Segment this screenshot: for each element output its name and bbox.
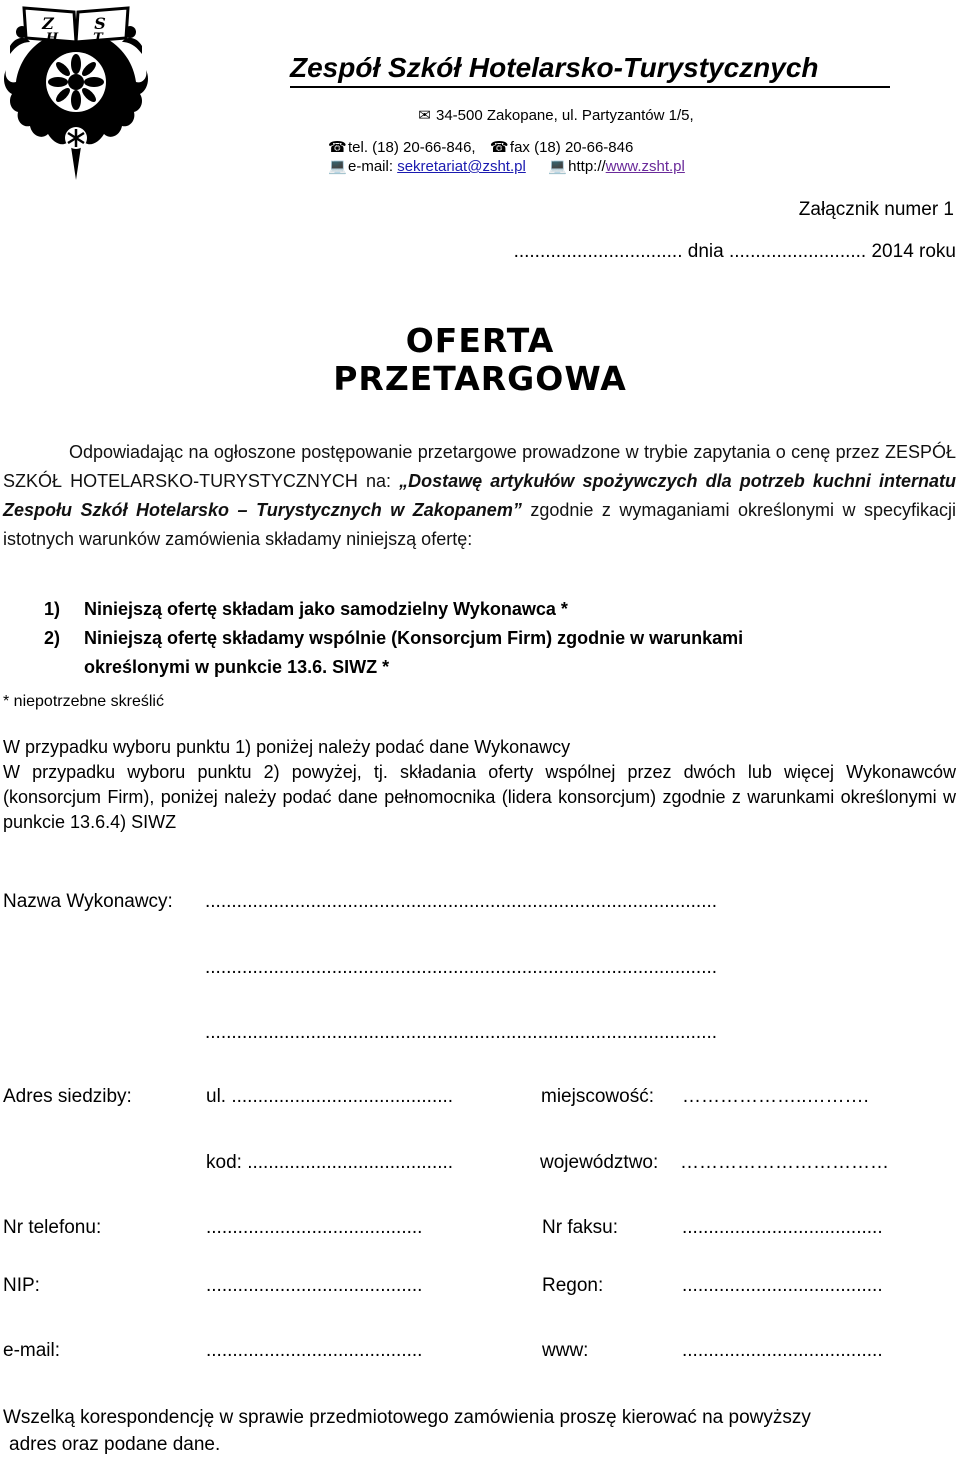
email-field[interactable]: ......................................... — [206, 1340, 423, 1361]
instruction-line-1: W przypadku wyboru punktu 1) poniżej należy podać dane Wykonawcy — [3, 737, 571, 757]
svg-text:H: H — [45, 31, 59, 46]
svg-text:T: T — [93, 31, 103, 46]
offer-options — [44, 595, 944, 682]
www-field[interactable]: ...................................... — [682, 1340, 883, 1361]
email-link[interactable]: sekretariat@zsht.pl — [397, 158, 526, 175]
title-line-2: PRZETARGOWA — [333, 359, 627, 398]
regon-label: Regon: — [542, 1275, 604, 1296]
phone-line: ☎tel. (18) 20-66-846, ☎fax (18) 20-66-846 — [328, 139, 634, 156]
svg-text:S: S — [94, 14, 106, 33]
www-label: www: — [542, 1340, 589, 1361]
instructions — [3, 735, 956, 835]
nip-field[interactable]: ......................................... — [206, 1275, 423, 1296]
fax-field[interactable]: ...................................... — [682, 1217, 883, 1238]
name-field-line-3[interactable]: ................................................................................................. — [205, 1022, 718, 1043]
date-line: ................................ dnia .......................... 2014 roku — [513, 241, 956, 262]
footnote: * niepotrzebne skreślić — [3, 693, 164, 710]
address-line: ✉ 34-500 Zakopane, ul. Partyzantów 1/5, — [416, 106, 694, 124]
order-subject: „Dostawę artykułów spożywczych dla potrzeb kuchni internatu Zespołu Szkół Hotelarsko – Turystycznych w Zakopanem” — [3, 471, 956, 520]
fax-label: Nr faksu: — [542, 1217, 619, 1238]
document-title — [0, 322, 960, 398]
option-item-continuation: określonymi w punkcie 13.6. SIWZ * — [84, 657, 390, 677]
zip-field[interactable]: kod: ....................................... — [206, 1152, 454, 1173]
attachment-label: Załącznik numer 1 — [798, 199, 954, 220]
option-item: 2) Niniejszą ofertę składamy wspólnie (Konsorcjum Firm) zgodnie w warunkami — [44, 628, 744, 648]
website-link[interactable]: www.zsht.pl — [605, 158, 685, 175]
closing-line-2: adres oraz podane dane. — [9, 1434, 221, 1455]
name-label: Nazwa Wykonawcy: — [3, 891, 173, 912]
street-field[interactable]: ul. .......................................... — [206, 1086, 454, 1107]
region-label: województwo: — [540, 1152, 659, 1173]
computer-icon: 💻 — [548, 158, 567, 175]
address-label: Adres siedziby: — [3, 1086, 132, 1107]
computer-icon: 💻 — [328, 158, 347, 175]
region-field[interactable]: …………………………… — [680, 1152, 889, 1173]
regon-field[interactable]: ...................................... — [682, 1275, 883, 1296]
nip-label: NIP: — [3, 1275, 40, 1296]
email-label: e-mail: — [3, 1340, 61, 1361]
svg-text:Z: Z — [42, 14, 54, 33]
envelope-icon: ✉ — [418, 107, 431, 124]
instruction-line-2: W przypadku wyboru punktu 2) powyżej, tj. składania oferty wspólnej przez dwóch lub więcej Wykonawców (konsorcjum Firm), poniżej należy podać dane pełnomocnika (lidera konsorcjum) zgodnie z warunkami określonymi w punkcie 13.6.4) SIWZ — [3, 762, 956, 832]
phone-label: Nr telefonu: — [3, 1217, 102, 1238]
closing-line-1: Wszelką korespondencję w sprawie przedmiotowego zamówienia proszę kierować na powyższy — [3, 1407, 811, 1428]
phone-field[interactable]: ......................................... — [206, 1217, 423, 1238]
phone-icon: ☎ — [328, 139, 347, 156]
option-item: 1) Niniejszą ofertę składam jako samodzielny Wykonawca * — [44, 599, 568, 619]
name-field-line-2[interactable]: ................................................................................................. — [205, 957, 718, 978]
city-label: miejscowość: — [541, 1086, 654, 1107]
email-line: 💻e-mail: sekretariat@zsht.pl 💻http://www.zsht.pl — [328, 158, 685, 175]
school-logo — [2, 2, 150, 182]
title-line-1: OFERTA — [405, 321, 555, 360]
name-field-line-1[interactable]: ................................................................................................. — [205, 891, 718, 912]
fax-icon: ☎ — [489, 139, 509, 156]
city-field[interactable]: ………………..………. — [682, 1086, 869, 1107]
intro-paragraph: Odpowiadając na ogłoszone postępowanie przetargowe prowadzone w trybie zapytania o cenę przez ZESPÓŁ SZKÓŁ HOTELARSKO-TURYSTYCZNYCH na: „Dostawę artykułów spożywczych dla potrzeb kuchni internatu Zespołu Szkół Hotelarsko – Turystycznych w Zakopanem” zgodnie z wymaganiami określonymi w specyfikacji istotnych warunków zamówienia składamy niniejszą ofertę: — [3, 442, 957, 549]
school-name: Zespół Szkół Hotelarsko-Turystycznych — [290, 52, 890, 88]
